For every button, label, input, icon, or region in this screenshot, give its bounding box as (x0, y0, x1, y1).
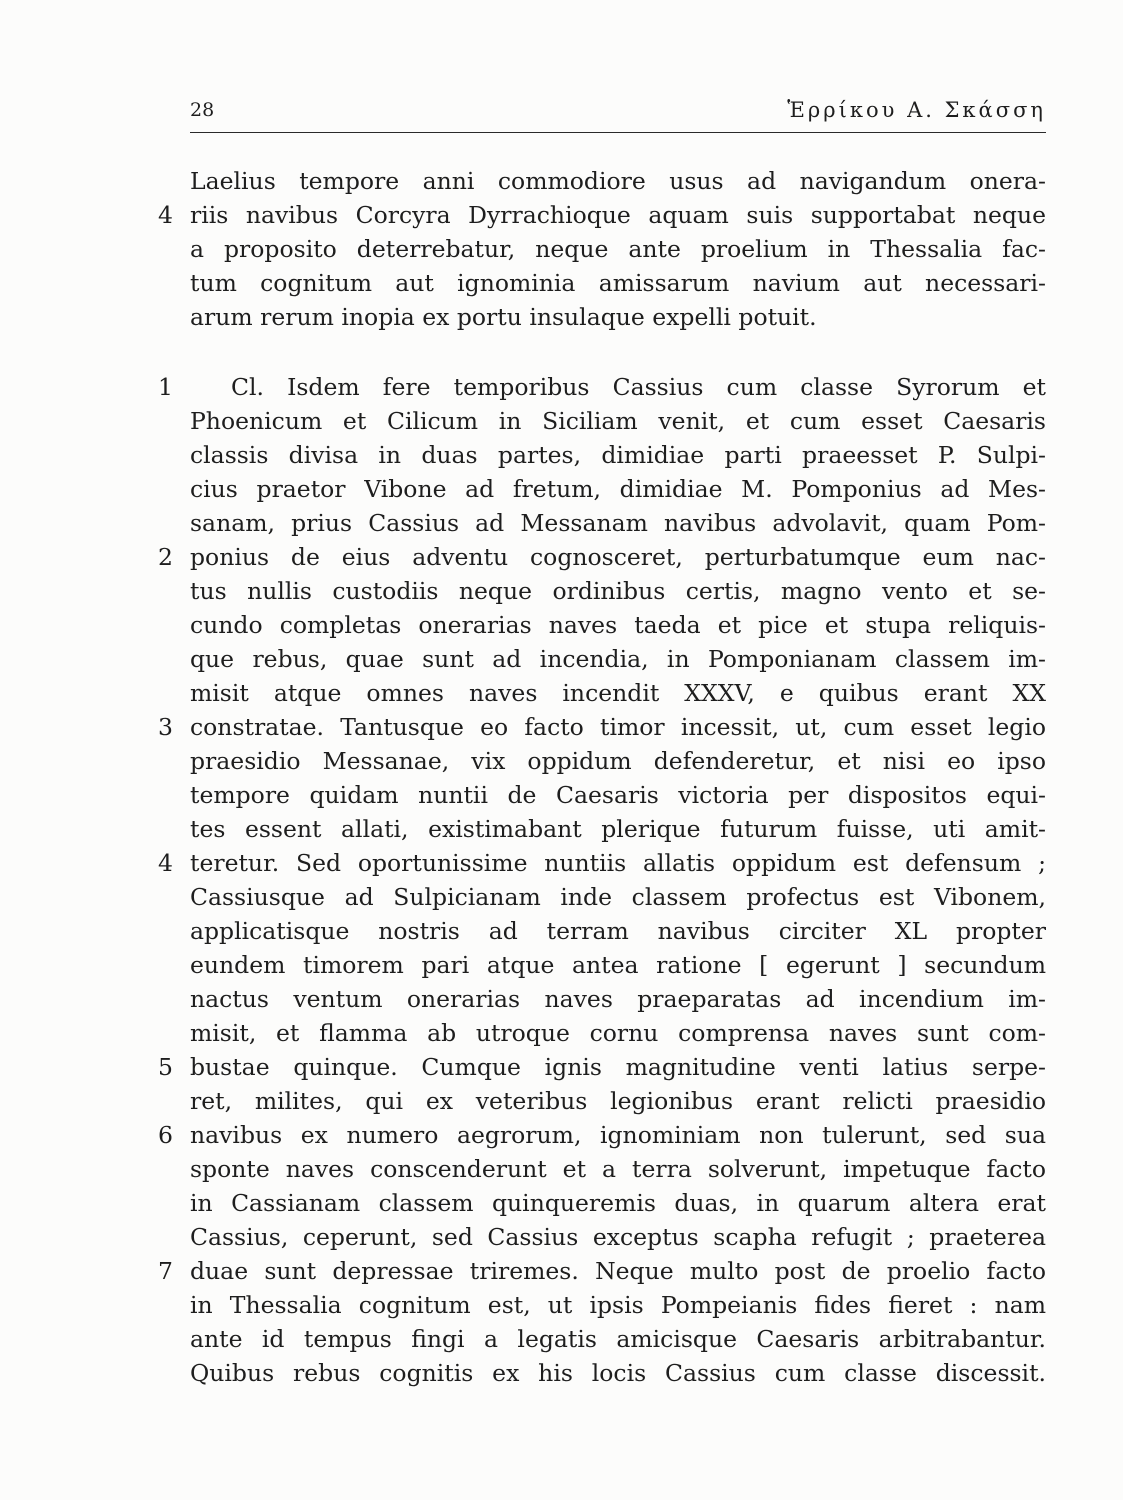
section-marker: 3 (158, 713, 173, 741)
section-marker: 6 (158, 1121, 173, 1149)
section-marker: 7 (158, 1257, 173, 1285)
section-marker: 4 (158, 201, 173, 229)
text-line: applicatisque nostris ad terram navibus circiter XL propter (190, 917, 1046, 945)
text-line: misit atque omnes naves incendit XXXV, e quibus erant XX (190, 679, 1046, 707)
text-line: nactus ventum onerarias naves praeparatas ad incendium im- (190, 985, 1046, 1013)
text-line: navibus ex numero aegrorum, ignominiam non tulerunt, sed sua (190, 1121, 1046, 1149)
section-marker: 1 (158, 373, 173, 401)
text-line: Quibus rebus cognitis ex his locis Cassius cum classe discessit. (190, 1359, 1046, 1387)
text-line: riis navibus Corcyra Dyrrachioque aquam suis supportabat neque (190, 201, 1046, 229)
text-line: Laelius tempore anni commodiore usus ad navigandum onera- (190, 167, 1046, 195)
text-line: eundem timorem pari atque antea ratione [ egerunt ] secundum (190, 951, 1046, 979)
text-line: Cl. Isdem fere temporibus Cassius cum classe Syrorum et (231, 373, 1046, 401)
text-line: in Thessalia cognitum est, ut ipsis Pompeianis fides fieret : nam (190, 1291, 1046, 1319)
text-line: Cassius, ceperunt, sed Cassius exceptus scapha refugit ; praeterea (190, 1223, 1046, 1251)
text-line: tus nullis custodiis neque ordinibus certis, magno vento et se- (190, 577, 1046, 605)
text-line: Phoenicum et Cilicum in Siciliam venit, et cum esset Caesaris (190, 407, 1046, 435)
text-line: cundo completas onerarias naves taeda et pice et stupa reliquis- (190, 611, 1046, 639)
text-line: tempore quidam nuntii de Caesaris victoria per dispositos equi- (190, 781, 1046, 809)
text-line: sanam, prius Cassius ad Messanam navibus advolavit, quam Pom- (190, 509, 1046, 537)
text-line: tum cognitum aut ignominia amissarum navium aut necessari- (190, 269, 1046, 297)
text-line: ret, milites, qui ex veteribus legionibus erant relicti praesidio (190, 1087, 1046, 1115)
text-line: teretur. Sed oportunissime nuntiis allatis oppidum est defensum ; (190, 849, 1046, 877)
page-number: 28 (190, 99, 215, 121)
text-line: a proposito deterrebatur, neque ante proelium in Thessalia fac- (190, 235, 1046, 263)
text-line: sponte naves conscenderunt et a terra solverunt, impetuque facto (190, 1155, 1046, 1183)
page-header (190, 96, 1046, 133)
text-line: in Cassianam classem quinqueremis duas, in quarum altera erat (190, 1189, 1046, 1217)
section-marker: 2 (158, 543, 173, 571)
text-line: ponius de eius adventu cognosceret, perturbatumque eum nac- (190, 543, 1046, 571)
text-line: cius praetor Vibone ad fretum, dimidiae M. Pomponius ad Mes- (190, 475, 1046, 503)
text-line: tes essent allati, existimabant plerique futurum fuisse, uti amit- (190, 815, 1046, 843)
text-line: duae sunt depressae triremes. Neque multo post de proelio facto (190, 1257, 1046, 1285)
text-line: praesidio Messanae, vix oppidum defenderetur, et nisi eo ipso (190, 747, 1046, 775)
running-head: Ἑρρίκου Α. Σκάσση (787, 98, 1046, 122)
text-line: arum rerum inopia ex portu insulaque expelli potuit. (190, 303, 817, 331)
section-marker: 5 (158, 1053, 173, 1081)
text-line: constratae. Tantusque eo facto timor incessit, ut, cum esset legio (190, 713, 1046, 741)
text-line: que rebus, quae sunt ad incendia, in Pomponianam classem im- (190, 645, 1046, 673)
text-line: misit, et flamma ab utroque cornu comprensa naves sunt com- (190, 1019, 1046, 1047)
text-line: bustae quinque. Cumque ignis magnitudine venti latius serpe- (190, 1053, 1046, 1081)
text-line: ante id tempus fingi a legatis amicisque Caesaris arbitrabantur. (190, 1325, 1046, 1353)
text-line: Cassiusque ad Sulpicianam inde classem profectus est Vibonem, (190, 883, 1046, 911)
section-marker: 4 (158, 849, 173, 877)
text-line: classis divisa in duas partes, dimidiae parti praeesset P. Sulpi- (190, 441, 1046, 469)
